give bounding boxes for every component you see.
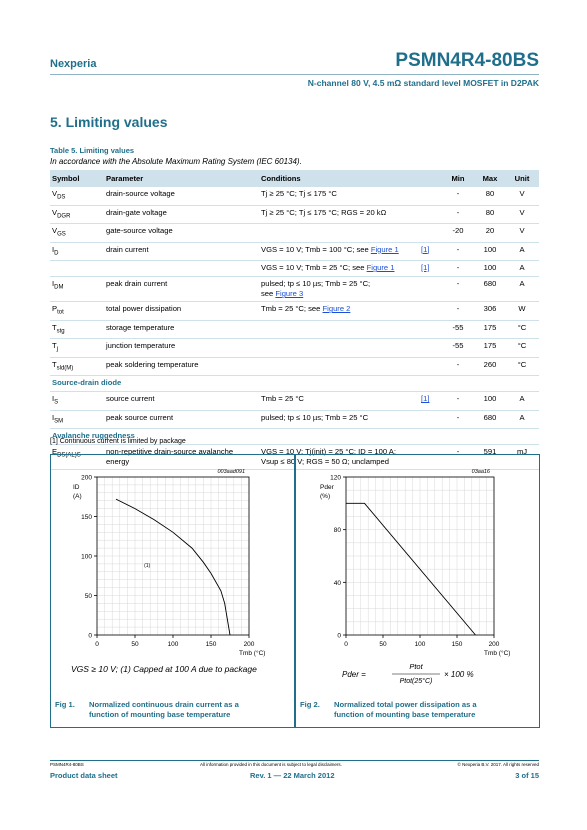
x-tick-label: 100 bbox=[414, 641, 426, 648]
product-title: PSMN4R4-80BS bbox=[395, 50, 539, 71]
parameter-text: non-repetitive drain-source avalanche bbox=[106, 447, 234, 457]
figure-code: 003aad091 bbox=[217, 469, 245, 475]
figure-1-caption bbox=[55, 700, 239, 720]
figure-2-caption-text-2: function of mounting base temperature bbox=[334, 710, 476, 719]
table-row bbox=[50, 410, 539, 429]
col-unit: Unit bbox=[505, 170, 539, 187]
formula-rhs: × 100 % bbox=[444, 670, 474, 679]
figure-2-caption-text: Normalized total power dissipation as a bbox=[334, 700, 477, 709]
footer-revision: Rev. 1 — 22 March 2012 bbox=[250, 771, 335, 780]
symbol-cell bbox=[50, 410, 104, 429]
table-row bbox=[50, 302, 539, 321]
figure-code: 03aa16 bbox=[471, 469, 490, 475]
x-tick-label: 100 bbox=[167, 641, 179, 648]
footer-copyright: © Nexperia B.V. 2017. All rights reserved bbox=[457, 762, 539, 767]
min-cell: - bbox=[441, 261, 475, 277]
figure-1-box bbox=[50, 454, 295, 728]
parameter-text: source current bbox=[106, 394, 155, 404]
reference-cell bbox=[419, 357, 441, 376]
y-axis-label: ID bbox=[73, 484, 80, 491]
unit-cell: °C bbox=[505, 357, 539, 376]
figure-link[interactable]: Figure 3 bbox=[275, 289, 304, 299]
parameter-text: total power dissipation bbox=[106, 304, 182, 314]
conditions-text: pulsed; tp ≤ 10 µs; Tmb = 25 °C bbox=[261, 412, 369, 422]
conditions-text: Tj ≥ 25 °C; Tj ≤ 175 °C bbox=[261, 189, 337, 198]
symbol-subscript: S bbox=[54, 399, 59, 406]
symbol-text: T bbox=[52, 359, 57, 369]
max-cell: 175 bbox=[475, 320, 505, 339]
symbol-text: V bbox=[52, 226, 58, 236]
footer-doc-id: PSMN4R4-80BS bbox=[50, 762, 84, 767]
symbol-text: E bbox=[52, 447, 58, 457]
max-cell: 680 bbox=[475, 410, 505, 429]
conditions-text: pulsed; tp ≤ 10 µs; Tmb = 25 °C; bbox=[261, 279, 371, 289]
min-cell: - bbox=[441, 410, 475, 429]
x-tick-label: 0 bbox=[344, 641, 348, 648]
min-cell: - bbox=[441, 277, 475, 302]
conditions-text: VGS = 10 V; Tmb = 25 °C; see bbox=[261, 263, 365, 273]
symbol-cell bbox=[50, 320, 104, 339]
reference-cell bbox=[419, 302, 441, 321]
group-title: Source-drain diode bbox=[50, 376, 539, 392]
symbol-subscript: DGR bbox=[57, 213, 71, 220]
x-tick-label: 200 bbox=[488, 641, 500, 648]
conditions-cell bbox=[259, 187, 419, 205]
min-cell: -20 bbox=[441, 224, 475, 243]
parameter-text: peak drain current bbox=[106, 279, 168, 289]
symbol-cell bbox=[50, 187, 104, 205]
reference-cell bbox=[419, 187, 441, 205]
symbol-text: I bbox=[52, 244, 55, 254]
max-cell: 100 bbox=[475, 242, 505, 261]
footer-page: 3 of 15 bbox=[515, 771, 539, 780]
figure-2-caption bbox=[300, 700, 477, 720]
limiting-values-table bbox=[50, 170, 539, 470]
symbol-cell bbox=[50, 357, 104, 376]
reference-cell bbox=[419, 205, 441, 224]
parameter-cell bbox=[104, 261, 259, 277]
unit-cell: °C bbox=[505, 339, 539, 358]
max-cell: 100 bbox=[475, 261, 505, 277]
conditions-cell bbox=[259, 357, 419, 376]
figure-1-note: VGS ≥ 10 V; (1) Capped at 100 A due to package bbox=[71, 664, 257, 674]
parameter-cell bbox=[104, 410, 259, 429]
table-row bbox=[50, 339, 539, 358]
min-cell: - bbox=[441, 392, 475, 411]
max-cell: 80 bbox=[475, 187, 505, 205]
col-max: Max bbox=[475, 170, 505, 187]
table-row bbox=[50, 277, 539, 302]
formula-numerator: Ptot bbox=[409, 662, 423, 671]
parameter-text: peak source current bbox=[106, 412, 174, 422]
parameter-cell bbox=[104, 357, 259, 376]
conditions-text: VGS = 10 V; Tmb = 100 °C; see bbox=[261, 244, 369, 254]
y-tick-label: 120 bbox=[330, 474, 341, 482]
unit-cell: A bbox=[505, 392, 539, 411]
table-row bbox=[50, 187, 539, 205]
max-cell: 306 bbox=[475, 302, 505, 321]
reference-cell bbox=[419, 320, 441, 339]
symbol-subscript: DS bbox=[57, 194, 66, 201]
symbol-subscript: j bbox=[56, 346, 58, 353]
y-tick-label: 80 bbox=[333, 527, 341, 535]
min-cell: - bbox=[441, 357, 475, 376]
unit-cell: V bbox=[505, 205, 539, 224]
parameter-cell bbox=[104, 242, 259, 261]
conditions-text: Tj ≥ 25 °C; Tj ≤ 175 °C; RGS = 20 kΩ bbox=[261, 207, 387, 217]
unit-cell: mJ bbox=[505, 445, 539, 470]
section-title: 5. Limiting values bbox=[50, 114, 168, 130]
note-link[interactable]: [1] bbox=[421, 394, 430, 404]
reference-cell bbox=[419, 392, 441, 411]
conditions-text: Tmb = 25 °C bbox=[261, 394, 304, 404]
reference-cell bbox=[419, 339, 441, 358]
parameter-text: storage temperature bbox=[106, 322, 175, 332]
unit-cell: A bbox=[505, 242, 539, 261]
x-axis-label: Tmb (°C) bbox=[484, 650, 511, 657]
min-cell: -55 bbox=[441, 320, 475, 339]
x-tick-label: 50 bbox=[379, 641, 387, 648]
group-title: Avalanche ruggedness bbox=[50, 429, 539, 445]
x-tick-label: 150 bbox=[205, 641, 217, 648]
parameter-text: gate-source voltage bbox=[106, 226, 173, 236]
min-cell: - bbox=[441, 205, 475, 224]
y-tick-label: 0 bbox=[337, 632, 341, 640]
table-caption: Table 5. Limiting values bbox=[50, 146, 135, 155]
col-conditions: Conditions bbox=[259, 170, 419, 187]
conditions-text-2: see bbox=[261, 289, 274, 299]
figure-2-box bbox=[295, 454, 540, 728]
x-axis-label: Tmb (°C) bbox=[239, 650, 266, 657]
symbol-subscript: GS bbox=[57, 231, 66, 238]
max-cell: 20 bbox=[475, 224, 505, 243]
unit-cell: W bbox=[505, 302, 539, 321]
unit-cell: A bbox=[505, 277, 539, 302]
x-tick-label: 150 bbox=[451, 641, 463, 648]
symbol-text: I bbox=[52, 279, 55, 289]
unit-cell: °C bbox=[505, 320, 539, 339]
symbol-text: V bbox=[52, 207, 58, 217]
parameter-cell bbox=[104, 302, 259, 321]
conditions-cell bbox=[259, 277, 419, 302]
footer-disclaimer: All information provided in this document is subject to legal disclaimers. bbox=[200, 762, 342, 767]
figure-1-caption-text-2: function of mounting base temperature bbox=[89, 710, 231, 719]
figure-2-number: Fig 2. bbox=[300, 700, 320, 709]
figure-link[interactable]: Figure 1 bbox=[366, 263, 395, 273]
conditions-text: VGS = 10 V; Tj(init) = 25 °C; ID = 100 A; bbox=[261, 447, 396, 457]
x-tick-label: 50 bbox=[131, 641, 139, 648]
parameter-cell bbox=[104, 205, 259, 224]
figure-2-chart bbox=[296, 455, 539, 695]
parameter-text-2: energy bbox=[106, 457, 130, 467]
brand-name: Nexperia bbox=[50, 58, 97, 70]
symbol-subscript: stg bbox=[56, 328, 65, 335]
symbol-cell bbox=[50, 392, 104, 411]
parameter-cell bbox=[104, 339, 259, 358]
figure-1-caption-text: Normalized continuous drain current as a bbox=[89, 700, 239, 709]
parameter-text: drain-source voltage bbox=[106, 189, 175, 198]
figure-1-number: Fig 1. bbox=[55, 700, 75, 709]
max-cell: 260 bbox=[475, 357, 505, 376]
unit-cell: A bbox=[505, 410, 539, 429]
conditions-text: Tmb = 25 °C; see bbox=[261, 304, 321, 314]
table-row bbox=[50, 205, 539, 224]
y-tick-label: 0 bbox=[88, 632, 92, 640]
symbol-text: T bbox=[52, 341, 57, 351]
symbol-text: V bbox=[52, 189, 58, 198]
max-cell: 100 bbox=[475, 392, 505, 411]
symbol-text: I bbox=[52, 394, 55, 404]
conditions-cell bbox=[259, 242, 419, 261]
parameter-text: drain-gate voltage bbox=[106, 207, 167, 217]
min-cell: - bbox=[441, 242, 475, 261]
symbol-cell bbox=[50, 261, 104, 277]
parameter-cell bbox=[104, 392, 259, 411]
conditions-cell bbox=[259, 392, 419, 411]
unit-cell: A bbox=[505, 261, 539, 277]
note-link[interactable]: [1] bbox=[421, 244, 430, 254]
conditions-cell bbox=[259, 224, 419, 243]
y-axis-unit: (A) bbox=[73, 493, 82, 500]
max-cell: 175 bbox=[475, 339, 505, 358]
table-row bbox=[50, 261, 539, 277]
product-subtitle: N-channel 80 V, 4.5 mΩ standard level MOSFET in D2PAK bbox=[307, 78, 539, 88]
symbol-subscript: D bbox=[54, 250, 59, 257]
col-symbol: Symbol bbox=[50, 170, 104, 187]
max-cell: 680 bbox=[475, 277, 505, 302]
parameter-cell bbox=[104, 320, 259, 339]
figure-link[interactable]: Figure 2 bbox=[322, 304, 351, 314]
symbol-cell bbox=[50, 242, 104, 261]
footer-doc-type: Product data sheet bbox=[50, 771, 118, 780]
parameter-cell bbox=[104, 224, 259, 243]
table-row bbox=[50, 320, 539, 339]
formula-denominator: Ptot(25°C) bbox=[399, 678, 433, 685]
conditions-text-2: Vsup ≤ 80 V; RGS = 50 Ω; unclamped bbox=[261, 457, 389, 467]
table-row bbox=[50, 242, 539, 261]
table-subcaption: In accordance with the Absolute Maximum Rating System (IEC 60134). bbox=[50, 157, 302, 166]
symbol-cell bbox=[50, 205, 104, 224]
max-cell: 80 bbox=[475, 205, 505, 224]
reference-cell bbox=[419, 224, 441, 243]
symbol-cell bbox=[50, 224, 104, 243]
x-tick-label: 0 bbox=[95, 641, 99, 648]
formula-lhs: Pder = bbox=[342, 670, 366, 679]
parameter-cell bbox=[104, 277, 259, 302]
conditions-cell bbox=[259, 261, 419, 277]
parameter-text: drain current bbox=[106, 244, 149, 254]
parameter-text: junction temperature bbox=[106, 341, 176, 351]
table-row bbox=[50, 392, 539, 411]
header-rule bbox=[50, 74, 539, 75]
symbol-cell bbox=[50, 339, 104, 358]
unit-cell: V bbox=[505, 224, 539, 243]
figure-link[interactable]: Figure 1 bbox=[370, 244, 399, 254]
y-tick-label: 100 bbox=[81, 553, 92, 561]
y-axis-label: Pder bbox=[320, 484, 334, 491]
table-header-row bbox=[50, 170, 539, 187]
symbol-subscript: DS(AL)S bbox=[57, 452, 81, 459]
symbol-subscript: tot bbox=[57, 309, 64, 316]
max-cell: 591 bbox=[475, 445, 505, 470]
reference-cell bbox=[419, 261, 441, 277]
conditions-cell bbox=[259, 410, 419, 429]
x-tick-label: 200 bbox=[243, 641, 255, 648]
footer-rule bbox=[50, 760, 539, 761]
conditions-cell bbox=[259, 302, 419, 321]
conditions-cell bbox=[259, 320, 419, 339]
min-cell: - bbox=[441, 302, 475, 321]
y-tick-label: 50 bbox=[84, 593, 92, 600]
parameter-text: peak soldering temperature bbox=[106, 359, 199, 369]
table-note: [1] Continuous current is limited by package bbox=[50, 438, 186, 445]
symbol-text: T bbox=[52, 322, 57, 332]
min-cell: - bbox=[441, 187, 475, 205]
symbol-subscript: SM bbox=[54, 418, 64, 425]
table-row bbox=[50, 357, 539, 376]
y-tick-label: 200 bbox=[81, 474, 92, 482]
reference-cell bbox=[419, 242, 441, 261]
symbol-subscript: DM bbox=[54, 284, 64, 291]
symbol-text: I bbox=[52, 412, 55, 422]
min-cell: -55 bbox=[441, 339, 475, 358]
col-min: Min bbox=[441, 170, 475, 187]
parameter-cell bbox=[104, 187, 259, 205]
symbol-text: P bbox=[52, 304, 58, 314]
y-axis-unit: (%) bbox=[320, 493, 331, 500]
min-cell: - bbox=[441, 445, 475, 470]
y-tick-label: 40 bbox=[333, 579, 341, 587]
symbol-cell bbox=[50, 302, 104, 321]
reference-cell bbox=[419, 277, 441, 302]
curve-marker: (1) bbox=[144, 563, 151, 570]
col-parameter: Parameter bbox=[104, 170, 259, 187]
symbol-subscript: sld(M) bbox=[56, 365, 74, 372]
reference-cell bbox=[419, 410, 441, 429]
note-link[interactable]: [1] bbox=[421, 263, 430, 273]
table-group-row bbox=[50, 376, 539, 392]
conditions-cell bbox=[259, 205, 419, 224]
y-tick-label: 150 bbox=[81, 514, 92, 521]
symbol-cell bbox=[50, 277, 104, 302]
table-row bbox=[50, 224, 539, 243]
unit-cell: V bbox=[505, 187, 539, 205]
conditions-cell bbox=[259, 339, 419, 358]
